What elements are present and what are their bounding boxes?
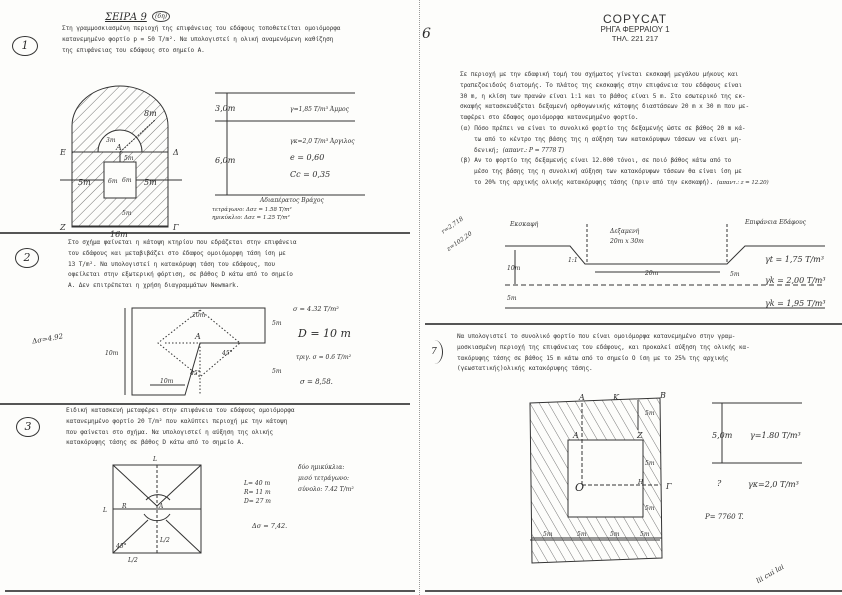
text-line: της επιφάνειας του εδάφους στο σημείο Α. <box>62 46 205 54</box>
text-line <box>460 178 769 189</box>
series-note: (6η) <box>152 11 170 22</box>
depth-D: D = 10 m <box>298 327 351 340</box>
point-Z: Ζ <box>637 431 643 440</box>
answer-a: (απαντ.: P = 7778 T) <box>502 146 565 154</box>
text-line: σκαφής κατασκευάζεται δεξαμενή ορθογωνικής κάτοψης διαστάσεων 20 m x 30 m που με- <box>460 103 750 111</box>
angle-45: 45° <box>116 543 127 550</box>
page-fold <box>419 0 421 595</box>
sigma-total: σ = 8,58. <box>300 378 333 386</box>
dim-inner-radius: 3m <box>106 137 116 144</box>
text-line: του εδάφους και μεταβιβάζει στο έδαφος ομοιόμορφη τάση ίση με <box>68 249 286 257</box>
text-line: (γεωστατικής)ολικής κατακόρυφης τάσης. <box>457 365 593 373</box>
dim-radius: 8m <box>144 109 157 118</box>
gamma-2: γk = 2,00 T/m³ <box>765 276 826 285</box>
problem-5-figure <box>525 391 675 570</box>
dim-top: 5m <box>124 155 134 162</box>
param-R: R= 11 m <box>244 489 271 496</box>
text-line: 30 m, η κλίση των πρανών είναι 1:1 και το βάθος είναι 5 m. Στο εσωτερικό της εκ- <box>460 92 746 100</box>
problem-4-figure <box>505 210 825 320</box>
divider-bottom-right <box>425 590 842 592</box>
point-K: Κ <box>613 393 619 402</box>
layer1-thickness: 3,0m <box>215 104 236 113</box>
layer2-thickness: 6,0m <box>215 156 236 165</box>
problem-1-soil-profile <box>215 85 415 205</box>
stamp-address: ΡΗΓΑ ΦΕΡΡΑΙΟΥ 1 <box>600 25 670 34</box>
sigma-1: σ = 4.32 T/m² <box>293 305 339 313</box>
text-line: Ειδική κατασκευή μεταφέρει στην επιφάνεια του εδάφους ομοιόμορφα <box>66 407 295 414</box>
layer1-props: γ=1,85 T/m³ Άμμος <box>290 106 350 113</box>
label-tank-dims: 20m x 30m <box>610 238 644 245</box>
text-line: (β) Αν το φορτίο της δεξαμενής είναι 12.000 τόνοι, σε ποιό βάθος κάτω από το <box>460 157 732 165</box>
soil-gamma-2: γκ=2,0 T/m³ <box>748 480 799 489</box>
layer2-props: γκ=2,0 T/m³ Άργιλος <box>290 138 355 145</box>
problem-4-number: 6 <box>422 26 431 42</box>
stamp-phone: ΤΗΛ. 221 217 <box>611 34 659 43</box>
soil-thickness: 5,0m <box>712 431 733 440</box>
problem-1-text <box>62 24 340 56</box>
dim-inner-h: 6m <box>108 178 118 185</box>
result-semicircle: ημικύκλιο: Δσz = 1.25 T/m² <box>212 215 290 221</box>
dim-top-L: L <box>153 456 157 463</box>
problem-5-text <box>457 332 750 375</box>
angle-1: 45° <box>222 350 233 357</box>
dim-right: 5m <box>144 178 157 187</box>
side-note-z: z=102,20 <box>445 230 474 253</box>
divider-bottom-left <box>5 590 415 592</box>
text-line: μοσκιασμένη περιοχή της επιφάνειας του εδάφους, και προκαλεί αύξηση της ολικής κα- <box>457 343 750 351</box>
text-line: Να υπολογιστεί το συνολικό φορτίο που είναι ομοιόμορφα κατανεμημένο στην γραμ- <box>457 333 736 340</box>
dim-right-bottom: 5m <box>272 368 282 375</box>
dim-left: 5m <box>78 178 91 187</box>
text-line: (α) Πόσο πρέπει να είναι το συνολικό φορτίο της δεξαμενής ώστε σε βάθος 20 m κά- <box>460 124 746 132</box>
dim-width: 16m <box>110 230 128 239</box>
point-A-top: Α <box>579 393 585 402</box>
gamma-1: γt = 1,75 T/m³ <box>765 255 824 264</box>
sigma-2: τριγ. σ = 0.6 T/m² <box>296 354 352 361</box>
label-Z: Ζ <box>60 223 66 232</box>
dim-bottom-part: 10m <box>160 378 174 385</box>
label-surface: Επιφάνεια Εδάφους <box>745 219 806 226</box>
inner-square <box>568 440 643 517</box>
label-E: Ε <box>60 148 66 157</box>
problem-5-soil-profile <box>712 395 842 490</box>
dim-width: 20m <box>645 270 659 277</box>
label-tank: Δεξαμενή <box>610 228 640 235</box>
point-A: Α <box>573 431 579 440</box>
label-D: Δ <box>173 148 179 157</box>
dim-5m: 5m <box>645 505 655 512</box>
problem-3-number: 3 <box>16 417 40 437</box>
dim-5m: 5m <box>645 460 655 467</box>
problem-2-figure <box>105 305 282 400</box>
dim-side-L: L <box>103 507 107 514</box>
dim-depth: 10m <box>507 265 521 272</box>
building-outline <box>132 308 265 395</box>
note-semicircles: δύο ημικύκλια: <box>298 464 345 471</box>
dim-5m: 5m <box>640 531 650 538</box>
angle-2: 45° <box>190 370 201 377</box>
point-H: Η <box>638 479 644 486</box>
divider-2-3 <box>0 403 410 405</box>
dim-5m: 5m <box>577 531 587 538</box>
problem-2-text <box>68 238 296 292</box>
param-D: D= 27 m <box>244 498 271 505</box>
label-G: Γ <box>173 223 179 232</box>
text-line: ταφέρει στο έδαφος ομοιόμορφα κατανεμημένο φορτίο. <box>460 114 639 122</box>
problem-3-result: Δσ = 7,42. <box>252 522 288 530</box>
note-total: σύνολο: 7.42 T/m² <box>298 486 354 493</box>
text-line: το 20% της αρχικής ολικής κατακόρυφης τάσης (πριν από την εκσκαφή). <box>474 178 714 186</box>
dim-height: 10m <box>105 350 119 357</box>
dim-half-v: L/2 <box>160 537 170 544</box>
text-line: που φαίνεται στο σχήμα. Να υπολογιστεί η αύξηση της ολικής <box>66 428 273 436</box>
dim-bottom: 5m <box>122 210 132 217</box>
bedrock-label: Αδιαπέρατος Βράχος <box>260 197 324 204</box>
note-half-square: μισό τετράγωνο: <box>298 475 350 482</box>
dim-half: L/2 <box>128 557 138 564</box>
problem-2-number: 2 <box>15 248 39 268</box>
text-line: Α. Δεν επιτρέπεται η χρήση διαγραμμάτων Newmark. <box>68 282 240 290</box>
text-line: Στη γραμμοσκιασμένη περιοχή της επιφάνειας του εδάφους τοποθετείται ομοιόμορφα <box>62 25 341 32</box>
text-line: τακόρυφης τάσης σε βάθος 15 m κάτω από το σημείο Ο ίση με το 25% της αρχικής <box>457 354 729 362</box>
handwritten-scribble: lii cui lai <box>755 562 786 586</box>
text-line: 13 T/m². Να υπολογιστεί η κατακόρυφη τάση του εδάφους, που <box>68 260 275 268</box>
stamp-name: COPYCAT <box>602 12 668 26</box>
point-A: Α <box>195 332 201 341</box>
text-line: οφείλεται στην εξωτερική φόρτιση, σε βάθος D κάτω από το σημείο <box>68 271 293 279</box>
text-line: κατανεμημένο φορτίο 20 T/m² που καλύπτει περιοχή με την κάτοψη <box>66 417 288 425</box>
problem-1-number: 1 <box>12 36 38 56</box>
problem-3-figure <box>103 456 208 564</box>
dim-inner-v: 6m <box>122 177 132 184</box>
text-line: τω από το κέντρο της βάσης της η αύξηση των κατακόρυφων τάσεων να είναι μη- <box>474 135 742 143</box>
label-A: Α <box>116 143 122 152</box>
text-line: κατανεμημένο φορτίο p = 50 T/m². Να υπολογιστεί η ολική αναμενόμενη καθίζηση <box>62 35 334 43</box>
problem-2-side-note: Δσ=4.92 <box>31 332 64 346</box>
copycat-stamp <box>560 12 710 43</box>
problem-3-text <box>66 406 294 449</box>
answer-b: (απαντ.: z = 12.20) <box>716 179 769 186</box>
param-L: L= 40 m <box>244 480 271 487</box>
dim-5m: 5m <box>543 531 553 538</box>
label-R: R <box>122 503 127 510</box>
gamma-3: γk = 1,95 T/m³ <box>765 299 826 308</box>
side-note-r: r=2,718 <box>440 215 465 236</box>
problem-4-text <box>460 70 769 189</box>
dim-side: 5m <box>730 271 740 278</box>
series-title: ΣΕΙΡΑ 9 <box>105 12 147 23</box>
point-B: Β <box>660 391 666 400</box>
dim-5m: 5m <box>645 410 655 417</box>
dim-5m: 5m <box>610 531 620 538</box>
text-line: τραπεζοειδούς διατομής. Το πλάτος της εκσκαφής στην επιφάνεια του εδάφους είναι <box>460 81 742 89</box>
text-line: Στο σχήμα φαίνεται η κάτοψη κτηρίου που εδράζεται στην επιφάνεια <box>68 239 297 246</box>
compression-index: Cc = 0,35 <box>290 170 331 179</box>
text-line: κατακόρυφης τάσης σε βάθος D κάτω από το σημείο Α. <box>66 439 245 447</box>
soil-question: ? <box>717 479 722 488</box>
text-line: δενική; <box>474 146 499 154</box>
point-O: Ο <box>575 481 585 494</box>
text-line: Σε περιοχή με την εδαφική τομή του σχήματος γίνεται εκσκαφή μεγάλου μήκους και <box>460 71 739 78</box>
void-ratio: e = 0,60 <box>290 153 325 162</box>
point-G: Γ <box>666 482 672 491</box>
problem-5-result: P= 7760 T. <box>705 513 744 521</box>
result-square: τετράγωνο: Δσz = 1.58 T/m² <box>212 207 292 213</box>
dim-right-top: 5m <box>272 320 282 327</box>
point-A: Α <box>159 503 164 510</box>
dim-water: 5m <box>507 295 517 302</box>
text-line <box>460 146 769 157</box>
problem-5-number: 7 <box>426 340 443 364</box>
text-line: μέσο της βάσης της η συνολική αύξηση των κατακόρυφων τάσεων θα είναι ίση με <box>474 168 742 176</box>
label-slope: 1:1 <box>568 257 578 264</box>
soil-gamma-1: γ=1.80 T/m³ <box>750 431 801 440</box>
dim-width: 20m <box>192 312 206 319</box>
divider-4-5 <box>425 323 842 325</box>
problem-1-figure <box>60 86 190 239</box>
label-excavation: Εκσκαφή <box>510 221 539 228</box>
